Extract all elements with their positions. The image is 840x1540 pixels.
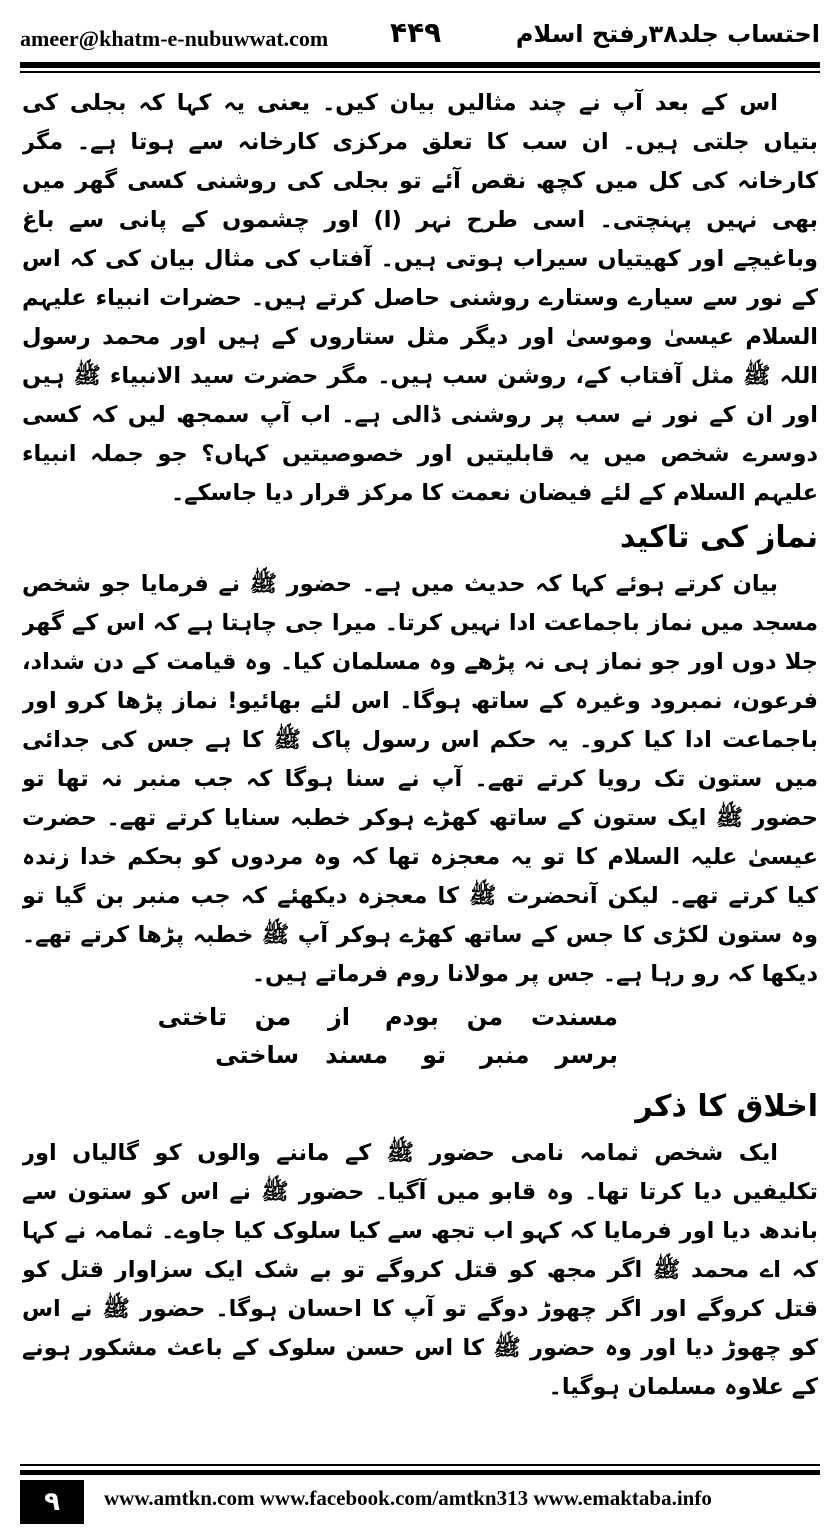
verse-word: منبر: [480, 1041, 530, 1069]
page-body: [22, 84, 818, 1450]
heading-namaz: نماز کی تاکید: [619, 520, 818, 555]
header-page-number: ۴۴۹: [390, 16, 442, 49]
paragraph-namaz: بیان کرتے ہوئے کہا کہ حدیث میں ہے۔ حضور ﷺ نے فرمایا جو شخص مسجد میں نماز باجماعت ادا نہیں کرتا۔ میرا جی چاہتا ہے کہ اس کے گھر جلا دوں اور جو نماز ہی نہ پڑھے وہ مسلمان کیا۔ وہ قیامت کے دن شداد، فرعون، نمبرود وغیرہ کے ساتھ ہوگا۔ اس لئے بھائیو! نماز پڑھا کرو اور باجماعت ادا کیا کرو۔ یہ حکم اس رسول پاک ﷺ کا ہے جس کی جدائی میں ستون تک رویا کرتے تھے۔ آپ نے سنا ہوگا کہ جب منبر نہ تھا تو حضور ﷺ ایک ستون کے ساتھ کھڑے ہوکر خطبہ سنایا کرتے تھے۔ حضرت عیسیٰ علیہ السلام کا تو یہ معجزہ تھا کہ وہ مردوں کو بحکم خدا زندہ کیا کرتے تھے۔ لیکن آنحضرت ﷺ کا معجزہ دیکھئے کہ جب منبر بن گیا تو وہ ستون لکڑی کا جس کے ساتھ کھڑے ہوکر آپ ﷺ خطبہ پڑھا کرتے تھے۔ دیکھا کہ رو رہا ہے۔ جس پر مولانا روم فرماتے ہیں۔: [22, 571, 818, 987]
page-footer: [20, 1464, 820, 1528]
footer-rule-thin: [20, 1464, 820, 1466]
paragraph-akhlaq: ایک شخص ثمامہ نامی حضور ﷺ کے ماننے والوں کو گالیاں اور تکلیفیں دیا کرتا تھا۔ وہ قابو میں آگیا۔ حضور ﷺ نے اس کو ستون سے باندھ دیا اور فرمایا کہ کہو اب تجھ سے کیا سلوک کیا جاوے۔ ثمامہ نے کہا کہ اے محمد ﷺ اگر مجھ کو قتل کروگے تو بے شک ایک سزاوار قتل کو قتل کروگے اور اگر چھوڑ دوگے تو آپ کا احسان ہوگا۔ حضور ﷺ نے اس کو چھوڑ دیا اور وہ حضور ﷺ کا اس حسن سلوک کے باعث مشکور ہونے کے علاوہ مسلمان ہوگیا۔: [22, 1140, 818, 1400]
verse-word: مسند: [325, 1041, 389, 1069]
verse-word: بودم: [384, 1003, 439, 1031]
verse-word: از: [327, 1003, 350, 1031]
verse-word: برسر: [555, 1041, 618, 1069]
verse-word: من: [254, 1003, 292, 1031]
verse-word: مسندت: [530, 1003, 618, 1031]
header-email[interactable]: ameer@khatm-e-nubuwwat.com: [20, 26, 329, 51]
footer-page-index: ۹: [20, 1480, 84, 1524]
verse-word: تو: [422, 1041, 447, 1069]
footer-rule-thick: [20, 1470, 820, 1475]
page-header: [20, 14, 820, 58]
header-rule-thick: [20, 62, 820, 68]
verse-word: تاختی: [157, 1003, 227, 1031]
header-rule-thin: [20, 71, 820, 73]
footer-website-links[interactable]: www.amtkn.com www.facebook.com/amtkn313 www.emaktaba.info: [104, 1486, 712, 1510]
verse-word: من: [466, 1003, 504, 1031]
verse-line-1: [22, 998, 618, 1036]
paragraph-examples: اس کے بعد آپ نے چند مثالیں بیان کیں۔ یعنی یہ کہا کہ بجلی کی بتیاں جلتی ہیں۔ ان سب کا تعلق مرکزی کارخانہ سے ہوتا ہے۔ مگر کارخانہ کی کل میں کچھ نقص آئے تو بجلی کی روشنی کسی گھر میں بھی نہیں پہنچتی۔ اسی طرح نہر (ا) اور چشموں کے پانی سے باغ وباغیچے اور کھیتیاں سیراب ہوتی ہیں۔ آفتاب کی مثال بیان کی کہ اس کے نور سے سیارے وستارے روشنی حاصل کرتے ہیں۔ حضرات انبیاء علیہم السلام عیسیٰ وموسیٰ اور دیگر مثل ستاروں کے ہیں اور محمد رسول اللہ ﷺ مثل آفتاب کے، روشن سب ہیں۔ مگر حضرت سید الانبیاء ﷺ ہیں اور ان کے نور نے سب پر روشنی ڈالی ہے۔ اب آپ سمجھ لیں کہ کسی دوسرے شخص میں یہ قابلیتیں اور خصوصیتیں کہاں؟ جو جملہ انبیاء علیہم السلام کے لئے فیضان نعمت کا مرکز قرار دیا جاسکے۔: [22, 90, 818, 506]
verse-line-2: [22, 1036, 618, 1074]
persian-verse: [22, 998, 818, 1074]
verse-word: ساختی: [215, 1041, 300, 1069]
heading-akhlaq: اخلاق کا ذکر: [635, 1089, 818, 1124]
header-book-title: احتساب جلد۳۸رفتح اسلام: [515, 20, 820, 48]
